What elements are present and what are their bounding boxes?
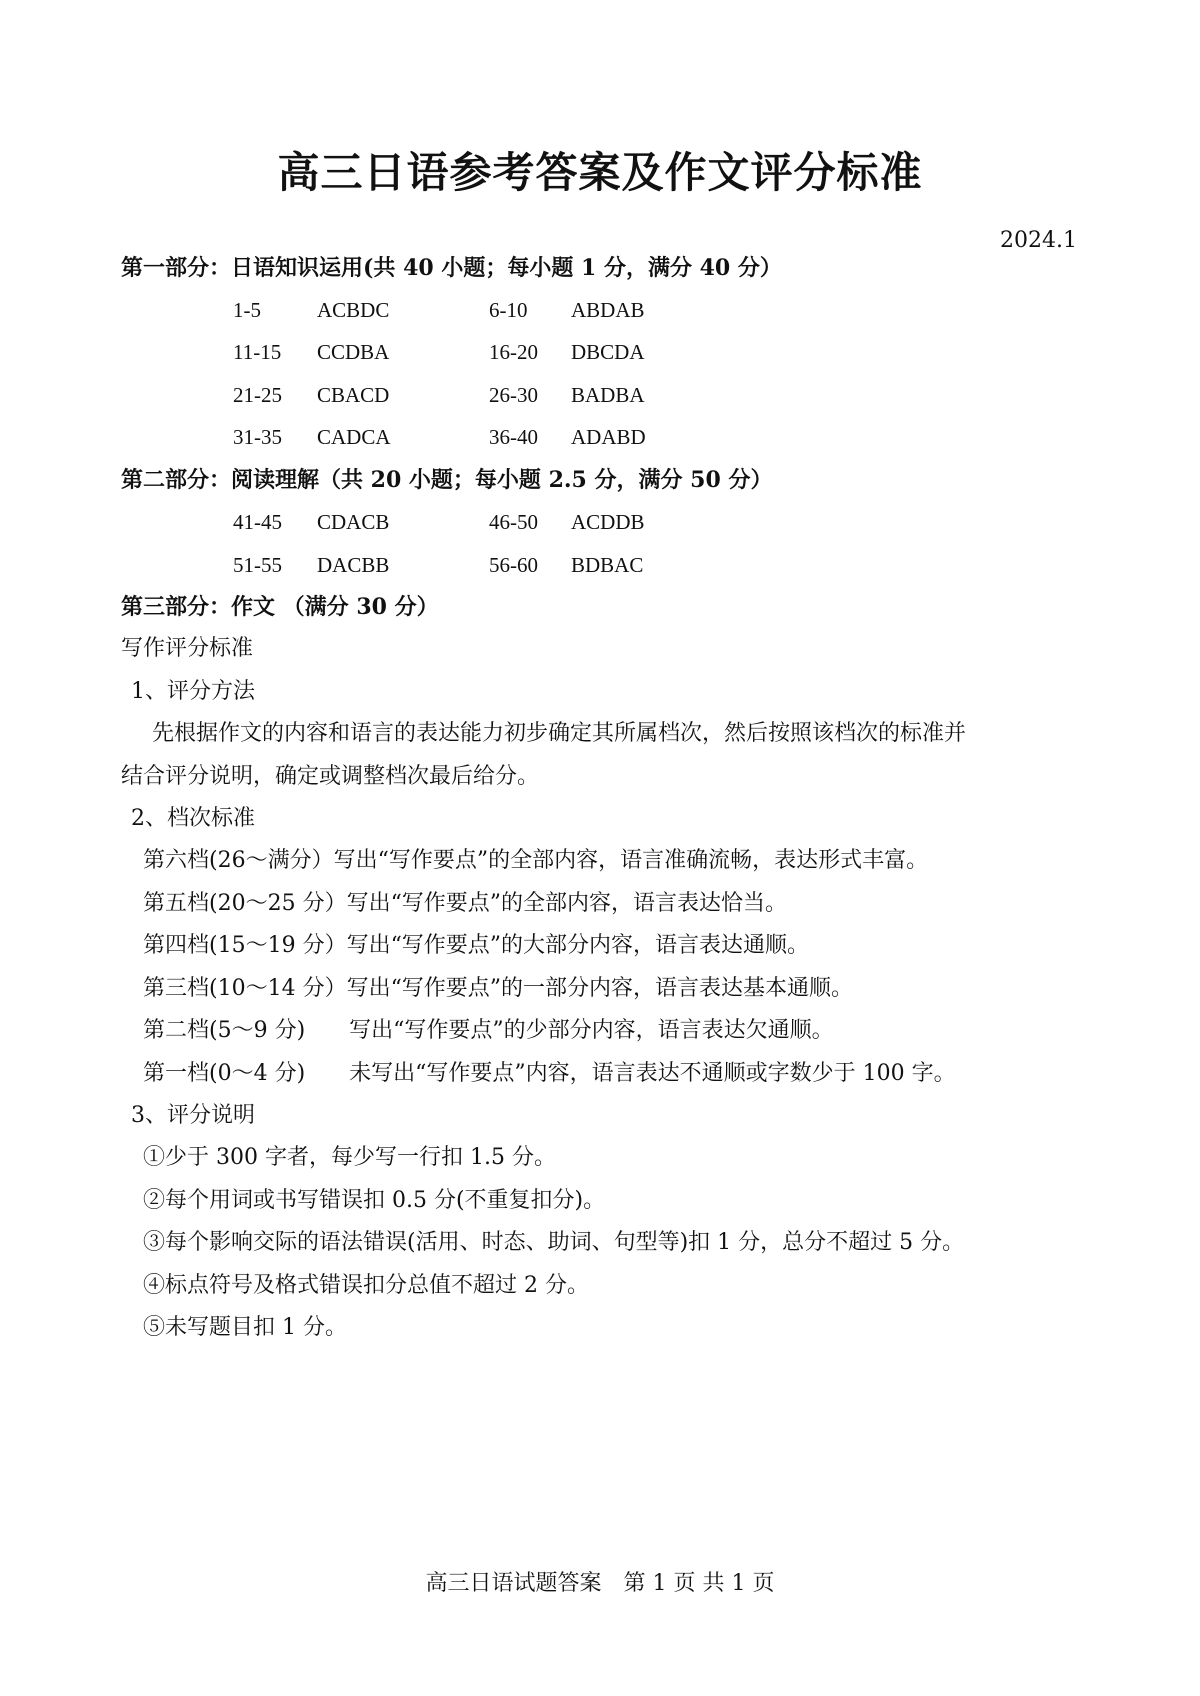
method-text: 先根据作文的内容和语言的表达能力初步确定其所属档次，然后按照该档次的标准并 bbox=[152, 721, 967, 746]
part2-heading: 第二部分：阅读理解（共 20 小题；每小题 2.5 分，满分 50 分） bbox=[121, 467, 773, 493]
range-label: 6-10 bbox=[489, 298, 528, 322]
note-item: ④标点符号及格式错误扣分总值不超过 2 分。 bbox=[143, 1273, 589, 1298]
notes-title: 3、评分说明 bbox=[131, 1103, 255, 1128]
range-label: 11-15 bbox=[233, 340, 282, 364]
page-footer: 高三日语试题答案 第 1 页 共 1 页 bbox=[425, 1571, 775, 1596]
level-item: 第一档(0～4 分) 未写出“写作要点”内容，语言表达不通顺或字数少于 100 字。 bbox=[143, 1061, 956, 1086]
note-item: ②每个用词或书写错误扣 0.5 分(不重复扣分)。 bbox=[143, 1188, 606, 1213]
range-label: 26-30 bbox=[489, 383, 538, 407]
range-label: 16-20 bbox=[489, 340, 538, 364]
answer-key: BADBA bbox=[571, 383, 645, 407]
range-label: 36-40 bbox=[489, 425, 538, 449]
answer-key: ACDDB bbox=[571, 510, 645, 534]
answer-key: DACBB bbox=[317, 553, 390, 577]
answer-key: ABDAB bbox=[571, 298, 645, 322]
range-label: 31-35 bbox=[233, 425, 282, 449]
level-item: 第五档(20～25 分）写出“写作要点”的全部内容，语言表达恰当。 bbox=[143, 891, 788, 916]
range-label: 46-50 bbox=[489, 510, 538, 534]
range-label: 41-45 bbox=[233, 510, 282, 534]
section-subheading: 写作评分标准 bbox=[121, 636, 254, 661]
level-item: 第二档(5～9 分) 写出“写作要点”的少部分内容，语言表达欠通顺。 bbox=[143, 1018, 834, 1043]
page-title: 高三日语参考答案及作文评分标准 bbox=[277, 148, 923, 197]
level-item: 第三档(10～14 分）写出“写作要点”的一部分内容，语言表达基本通顺。 bbox=[143, 976, 854, 1001]
method-title: 1、评分方法 bbox=[131, 679, 255, 704]
answer-key: ACBDC bbox=[317, 298, 390, 322]
note-item: ①少于 300 字者，每少写一行扣 1.5 分。 bbox=[143, 1145, 556, 1170]
answer-key: BDBAC bbox=[571, 553, 644, 577]
level-item: 第四档(15～19 分）写出“写作要点”的大部分内容，语言表达通顺。 bbox=[143, 933, 810, 958]
part3-heading: 第三部分：作文 （满分 30 分） bbox=[121, 594, 439, 620]
range-label: 21-25 bbox=[233, 383, 282, 407]
note-item: ⑤未写题目扣 1 分。 bbox=[143, 1315, 347, 1340]
method-text: 结合评分说明，确定或调整档次最后给分。 bbox=[121, 764, 540, 789]
levels-title: 2、档次标准 bbox=[131, 806, 255, 831]
answer-key: CDACB bbox=[317, 510, 390, 534]
answer-key: CBACD bbox=[317, 383, 390, 407]
date: 2024.1 bbox=[1000, 228, 1077, 253]
note-item: ③每个影响交际的语法错误(活用、时态、助词、句型等)扣 1 分，总分不超过 5 分。 bbox=[143, 1230, 965, 1255]
answer-key: DBCDA bbox=[571, 340, 645, 364]
answer-key: CADCA bbox=[317, 425, 391, 449]
answer-key: CCDBA bbox=[317, 340, 390, 364]
part1-heading: 第一部分：日语知识运用(共 40 小题；每小题 1 分，满分 40 分） bbox=[121, 255, 782, 281]
level-item: 第六档(26～满分）写出“写作要点”的全部内容，语言准确流畅，表达形式丰富。 bbox=[143, 848, 929, 873]
answer-key: ADABD bbox=[571, 425, 646, 449]
range-label: 56-60 bbox=[489, 553, 538, 577]
range-label: 1-5 bbox=[233, 298, 261, 322]
range-label: 51-55 bbox=[233, 553, 282, 577]
